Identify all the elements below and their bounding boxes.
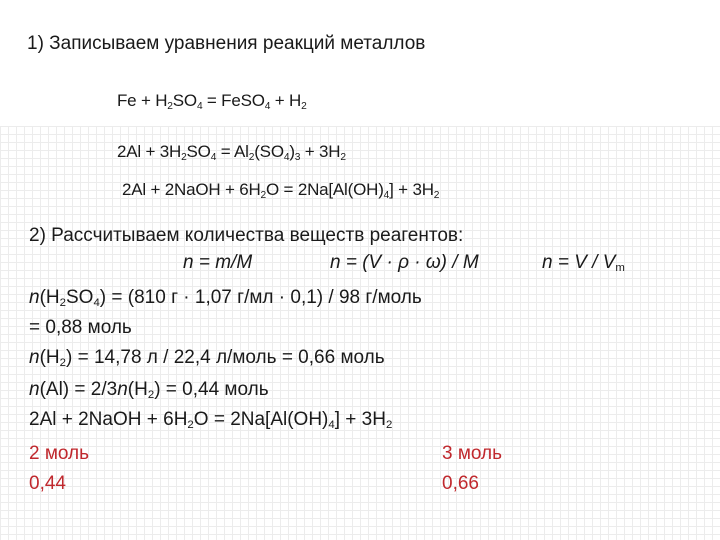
calc-n-h2so4-result: = 0,88 моль: [29, 317, 132, 338]
equation-al-h2so4: $2Al + 3H_2SO_4 = Al_2(SO_4)_3 + 3H_2$: [117, 142, 346, 163]
formula-volume-density: n = (V · ρ · ω) / M: [330, 252, 479, 273]
formula-gas-volume: $n = V / V_m$: [542, 252, 625, 275]
equation-al-naoh-repeat: 2Al + 2NaOH + $6H_2O = 2Na[Al(OH)_4] + 3H_2$: [29, 409, 393, 432]
mol-h2-label: 3 моль: [442, 443, 503, 464]
equation-al-naoh: 2Al + 2NaOH + $6H_2O = 2Na[Al(OH)_4] + 3H_2$: [122, 180, 440, 201]
equation-fe-h2so4: $Fe + H_2SO_4$ = FeSO$_4$ + $H_2$: [117, 91, 307, 112]
calc-n-h2: $n(H_2) = 14,78$ л / 22,4 л/моль = 0,66 моль: [29, 347, 385, 370]
step2-heading: 2) Рассчитываем количества веществ реагентов:: [29, 225, 464, 246]
formula-mass: n = m/M: [183, 252, 253, 273]
value-al: 0,44: [29, 473, 66, 494]
value-h2: 0,66: [442, 473, 479, 494]
mol-al-label: 2 моль: [29, 443, 90, 464]
calc-n-h2so4: $n(H_2SO_4) = (810$ г · 1,07 г/мл · 0,1) / 98 г/моль: [29, 287, 422, 310]
calc-n-al: $n(Al) = 2/3n(H_2) = 0,44$ моль: [29, 379, 269, 402]
step1-heading: 1) Записываем уравнения реакций металлов: [27, 33, 426, 54]
